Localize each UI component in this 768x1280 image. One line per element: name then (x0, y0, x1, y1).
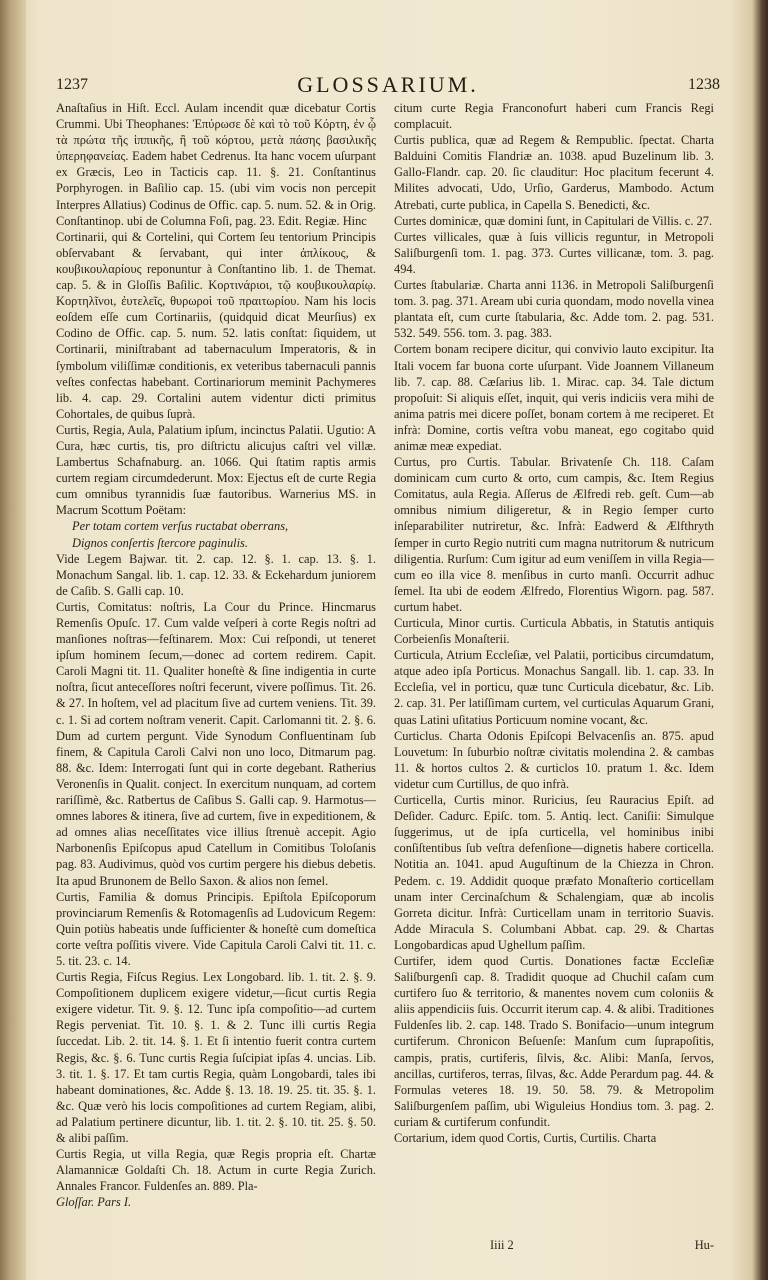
page-footer (394, 1238, 714, 1256)
entry-paragraph: Curticlus. Charta Odonis Epiſcopi Belvacenſis an. 875. apud Louvetum: In ſuburbio noſtræ civitatis molendina 2. & cambas 11. & hortos cultos 2. & curticlos 10. pratum 1. &c. Idem videtur cum Curtillus, de quo infrà. (394, 728, 714, 791)
entry-paragraph: Curticula, Atrium Eccleſiæ, vel Palatii, porticibus circumdatum, atque adeo ipſa Porticus. Monachus Sangall. lib. 1. cap. 33. In Eccleſia, vel in porticu, quæ tunc Curticula dicebatur, &c. Lib. 2. cap. 31. Per latiſſimam curtem, vel curticulas Aquarum Grani, quas Latini uſitatius Porticuum nomine vocant, &c. (394, 648, 714, 727)
entry-paragraph: Cortinarii, qui & Cortelini, qui Cortem ſeu tentorium Principis obſervabant & ſervabant, qui inter ἀπλίκους, & κουβικουλαρίους reponuntur à Conſtantino lib. 1. de Themat. cap. 5. & in Gloſſis Baſilic. Κορτινάριοι, τῷ κουβικουλαρίῳ. Κορτηλῖνοι, ἐυτελεῖς, θυρωροὶ τοῦ πραιτωρίου. Nam his locis eoſdem eſſe cum Cortinariis, (quidquid dicat Meurſius) ex Codino de Offic. cap. 5. num. 52. latis conſtat: ſiquidem, ut Cortinarii, miniſtrabant ad tabernaculum Imperatoris, & in ſymbolum viliſſimæ conditionis, ex veteribus tabernaculi pannis veſtes confectas habebant. Cortinariorum meminit Pachymeres lib. 4. cap. 29. Cortalini autem videntur dicti primitus Cohortales, de quibus ſuprà. (56, 229, 376, 421)
entry-paragraph: Curtus, pro Curtis. Tabular. Brivatenſe Ch. 118. Caſam dominicam cum curto & orto, cum campis, &c. Item Regius Comitatus, aula Regia. Aſſerus de Ælfredi reb. geſt. Cum—ab omnibus nimium diligeretur, & in Regio ſemper curto inſeparabiliter nutriretur, &c. Infrà: Eadwerd & Ælfthryth ſemper in curto Regio nutriti cum magna nutritorum & nutricum diligentia. Rurſum: Cum igitur ad eum veniſſem in villa Regia—cum eo illa vice 8. menſibus in curto manſi. Occurrit adhuc ſemel. Ita ubi de eodem Ælfredo, Florentius Wigorn. pag. 587. curtum habet. (394, 455, 714, 614)
page-title: GLOSSARIUM. (297, 72, 479, 97)
signature-mark: Iiii 2 (490, 1238, 514, 1252)
entry-paragraph: Curtifer, idem quod Curtis. Donationes factæ Eccleſiæ Saliſburgenſi cap. 8. Tradidit quoque ad Chuchil caſam cum curtifero ſuo & territorio, & manentes novem cum coloniis & aliis appendiciis ſuis. Occurrit iterum cap. 4. & alibi. Traditiones Fuldenſes lib. 2. cap. 148. Trado S. Bonifacio—unum integrum curtiferum. Chronicon Beſuenſe: Manſum cum ſuprapoſitis, campis, pratis, curtiferis, ſilvis, &c. Alibi: Manſa, ſervos, ancillas, curtiferos, terras, ſilvas, &c. Adde Perardum pag. 44. & Formulas veteres 18. 19. 50. 58. 79. & Metropolim Saliſburgenſem paſſim, ubi Wiguleius Hondius tom. 3. pag. 2. curiam & curtiferum confundit. (394, 953, 714, 1129)
entry-paragraph: Anaſtaſius in Hiſt. Eccl. Aulam incendit quæ dicebatur Cortis Crummi. Ubi Theophanes: Ἐπύρωσε δὲ καὶ τὸ τοῦ Κόρτη, ἐν ᾧ τὰ πρώτα τῆς ἱππικῆς, ἢ τοῦ κόρτου, μετὰ πάσης βασιλικῆς ὑπερηφανείας. Eadem habet Cedrenus. Ita hanc vocem uſurpant ex Græcis, Leo in Tacticis cap. 11. §. 21. Conſtantinus Porphyrogen. in Baſilio cap. 15. (ubi vim vocis non percepit Interpres Allatius) Codinus de Offic. cap. 5. num. 52. & in Orig. Conſtantinop. ubi de Columna Foſi, pag. 23. Edit. Regiæ. Hinc (56, 101, 376, 228)
entry-paragraph: Curtis, Comitatus: noſtris, La Cour du Prince. Hincmarus Remenſis Opuſc. 17. Cum valde veſperi à corte Regis noſtri ad manſiones noſtras—feſtinarem. Mox: Cui reſpondi, ut teneret ipſum hominem ſecum,—donec ad cortem redirem. Capit. Caroli Magni tit. 11. Qualiter honeſtè & ſine indigentia in curte noſtra, ſicut anteceſſores noſtri fecerunt, vivere poſſimus. Tit. 26. & 27. In hoſtem, vel ad placitum ſive ad curtem veniens. Tit. 39. c. 1. Si ad cortem noſtram venerit. Capit. Carlomanni tit. 2. §. 6. Dum ad curtem pergunt. Vide Synodum Confluentinam ſub finem, & Capitula Caroli Calvi non uno loco, Ditmarum pag. 88. &c. Idem: Interrogati ſunt qui in corte degebant. Ratherius Veronenſis in Qualit. conject. In exercitum nunquam, ad cortem rariſſimè, &c. Ratbertus de Caſibus S. Galli cap. 9. Harmotus—omnes labores & itinera, ſive ad curtem, ſive in expeditionem, & ad omnes alias neceſſitates vice illius ſtrenuè accepit. Agio Narbonenſis Epiſcopus apud Catellum in Comitibus Toloſanis pag. 83. Audivimus, quòd vos curtim pergere his diebus debetis. Ita apud Brunonem de Bello Saxon. & alios non ſemel. (56, 599, 376, 888)
verse-line: Dignos conſertis ſtercore paginulis. (72, 535, 248, 550)
catchword: Hu- (694, 1238, 714, 1252)
verse-line: Per totam cortem verſus ructabat oberrans, (72, 519, 289, 534)
entry-paragraph: Cortem bonam recipere dicitur, qui convivio lauto excipitur. Ita Itali vocem far buona corte uſurpant. Vide Joannem Villaneum lib. 7. cap. 88. Cæſarius lib. 1. Mirac. cap. 34. Tale dictum propoſuit: Si aliquis eſſet, inquit, qui veris indiciis vera mihi de anima patris mei dicere poſſet, bonam cortem à me reciperet. Et infrà: Domine, cortis veſtra vobu maneat, ego cogitabo quid animæ meæ expediat. (394, 342, 714, 453)
page-edge (732, 0, 768, 1280)
entry-paragraph: Vide Legem Bajwar. tit. 2. cap. 12. §. 1. cap. 13. §. 1. Monachum Sangal. lib. 1. cap. 12. 33. & Eckehardum juniorem de Caſib. S. Galli cap. 10. (56, 551, 376, 598)
entry-paragraph: Curtes dominicæ, quæ domini ſunt, in Capitulari de Villis. c. 27. (394, 213, 713, 228)
entry-paragraph: Curtes villicales, quæ à ſuis villicis reguntur, in Metropoli Saliſburgenſi tom. 1. pag. 373. Curtes villicanæ, tom. 3. pag. 494. (394, 229, 714, 276)
binding-gutter (0, 0, 26, 1280)
entry-paragraph: Curtis Regia, ut villa Regia, quæ Regis propria eſt. Chartæ Alamannicæ Goldaſti Ch. 18. Actum in curte Regia Zurich. Annales Francor. Fuldenſes an. 889. Pla- (56, 1147, 376, 1194)
left-column (56, 100, 376, 1255)
entry-paragraph: Curticella, Curtis minor. Ruricius, ſeu Rauracius Epiſt. ad Deſider. Cadurc. Epiſc. tom. 5. Antiq. lect. Caniſii: Simulque ſuggerimus, ut de ipſa curticella, vel hominibus inibi conſiſtentibus ſub veſtra defenſione—dignetis habere corticella. Notitia an. 1041. apud Auguſtinum de la Chiezza in Chron. Pedem. c. 19. Addidit quoque præfato Monaſterio corticellam unam inter Cercinaſchum & Schalengiam, quæ ab incolis Gorreta dicitur. Infrà: Curticellam unam in territorio Suavis. Adde Miracula S. Columbani Abbat. cap. 29. & Chartas Longobardicas apud Ughellum paſſim. (394, 793, 714, 952)
entry-paragraph: Curtis Regia, Fiſcus Regius. Lex Longobard. lib. 1. tit. 2. §. 9. Compoſitionem duplicem exigere videtur,—ſicut curtis Regia exigere videtur. Tit. 9. §. 12. Tunc ipſa compoſitio—ad curtem Regis perveniat. Tit. 10. §. 1. & 2. Tunc illi curtis Regia ſuccedat. Lib. 2. tit. 14. §. 1. Et ſi intentio fuerit contra curtem Regis, &c. §. 6. Tunc curtis Regia ſuſcipiat ipſas 4. uncias. Lib. 3. tit. 1. §. 17. Et tam curtis Regia, quàm Longobardi, tales ibi habeant dominationes, &c. Adde §. 13. 18. 19. 25. tit. 35. §. 1. &c. Quæ verò his locis compoſitiones ad curtem Regiam, alibi, ad Palatium pertinere dicuntur, lib. 1. tit. 2. §. 10. tit. 25. §. 50. & alibi paſſim. (56, 970, 376, 1145)
entry-paragraph: Curtis publica, quæ ad Regem & Rempublic. ſpectat. Charta Balduini Comitis Flandriæ an. 1038. apud Buzelinum lib. 3. Gallo-Flandr. cap. 20. ſic clauditur: Hoc placitum fecerunt 4. Milites advocati, Udo, Urſio, Garderus, Mambodo. Actum Atrebati, curte publica, in Capella S. Benedicti, &c. (394, 133, 714, 212)
entry-paragraph: Curticula, Minor curtis. Curticula Abbatis, in Statutis antiquis Corbeienſis Monaſterii. (394, 616, 714, 647)
entry-paragraph: Curtis, Regia, Aula, Palatium ipſum, incinctus Palatii. Ugutio: A Cura, hæc curtis, tis, pro diſtrictu alicujus caſtri vel villæ. Lambertus Schafnaburg. an. 1066. Qui ſtatim raptis armis curtem regiam circumdederunt. Mox: Ejectus eſt de curte Regia cum omnibus tyrannidis ſuæ fautoribus. Warnerius MS. in Macrum Scottum Poëtam: (56, 422, 376, 518)
entry-paragraph: Curtes ſtabulariæ. Charta anni 1136. in Metropoli Saliſburgenſi tom. 3. pag. 371. Aream ubi curia quondam, modo novella vinea plantata eſt, cum curte ſtabularia, &c. Adde tom. 2. pag. 531. 532. 549. 556. tom. 3. pag. 383. (394, 278, 714, 341)
running-header (56, 72, 720, 100)
right-column (394, 100, 714, 1255)
entry-paragraph: citum curte Regia Franconofurt haberi cum Francis Regi complacuit. (394, 101, 714, 132)
entry-paragraph: Cortarium, idem quod Cortis, Curtis, Curtilis. Charta (394, 1131, 657, 1145)
entry-paragraph: Curtis, Familia & domus Principis. Epiſtola Epiſcoporum provinciarum Remenſis & Rotomagenſis ad Ludovicum Regem: Quin potiùs habeatis unde ſufficienter & honeſtè cum domeſtica corte veſtra poſſitis vivere. Vide Capitula Caroli Calvi tit. 11. c. 5. tit. 23. c. 14. (56, 889, 376, 968)
page-number-left: 1237 (56, 76, 88, 93)
page-number-right: 1238 (688, 76, 720, 93)
footer-signature-line: Gloſſar. Pars I. (56, 1195, 132, 1210)
